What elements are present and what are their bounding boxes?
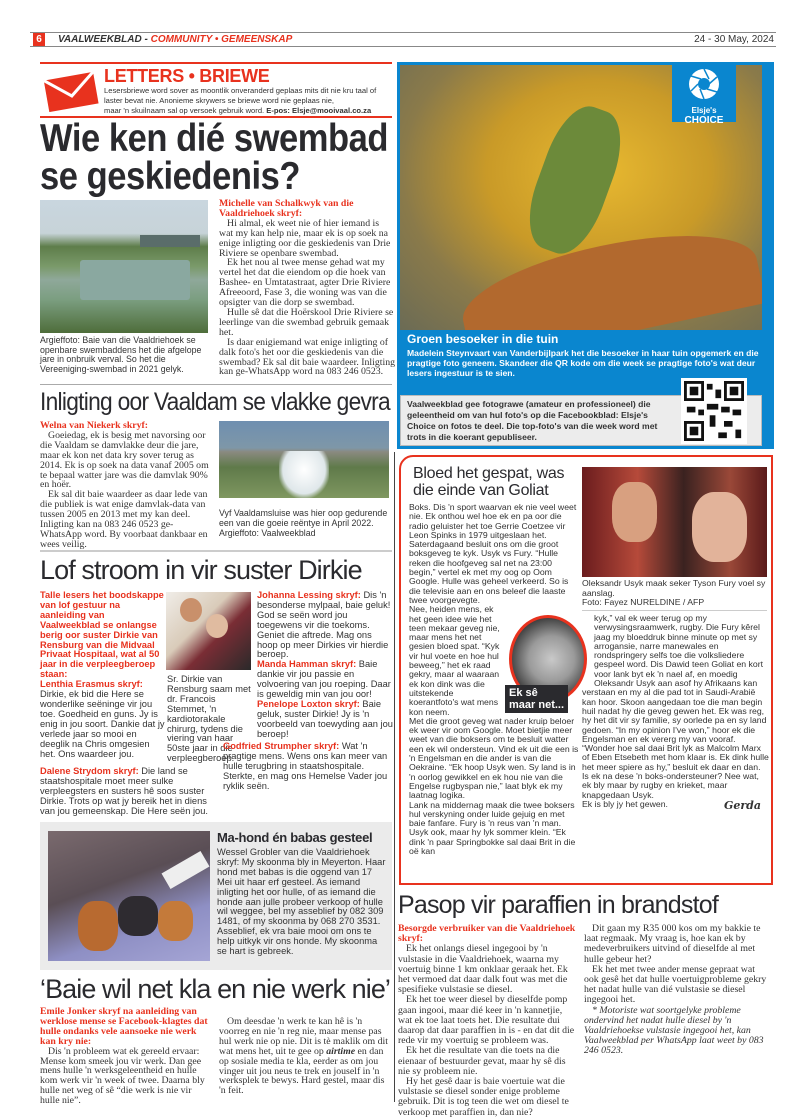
vaaldam-sluices-photo [219, 421, 389, 498]
editor-note: * Motoriste wat soortgelyke probleme ondervind het nadat hulle diesel by 'n Vaaldriehoekse vulstasie ingegooi het, kan Vaalweekblad per WhatsApp laat weet by 083 246 0523. [584, 1004, 764, 1057]
divider [40, 550, 392, 552]
dog-title: Ma-hond én babas gesteel [217, 830, 373, 845]
boxing-caption: Oleksandr Usyk maak seker Tyson Fury voel sy aanslag. [582, 578, 766, 598]
letter-paragraph: Ek het nou al twee mense gehad wat my vertel het dat die eiendom op die hoek van Bashee- en Umtatastraat, agter Drie Riviere Afreeoord, Fase 3, die woning was van die opsigter van die dorp se swembad. [219, 257, 391, 309]
letter-author: Welna van Niekerk skryf: [40, 420, 149, 431]
letter-author: Michelle van Schalkwyk van die Vaaldriehoek skryf: [219, 198, 354, 219]
dirkie-headline: Lof stroom in vir suster Dirkie [40, 555, 362, 585]
letter-paragraph: Ek sal dit baie waardeer as daar lede van die publiek is wat enige damvlak-data van tussen 2005 en 2013 met my kan deel. Inligting kan na 083 246 0523 ge-WhatsApp word. By voorbaat dankbaar en wees veilig. [40, 489, 208, 550]
dirkie-intro: Talle lesers het boodskappe van lof gestuur na aanleiding van Vaalweekblad se onlangse berig oor suster Dirkie van Rensburg van die Midvaal Privaat Hospitaal, wat al 50 jaar in die verpleegberoep staan: [40, 590, 164, 680]
letter-paragraph: Is daar enigiemand wat enige inligting of dalk foto's het oor die geskiedenis van die swembad? Ek sal dit baie waardeer. Inligting kan ge-WhatsApp word na 083 246 0523. [219, 336, 396, 378]
page-header [30, 32, 776, 47]
message-author: Penelope Loxton skryf: [257, 698, 360, 709]
column-paragraph: Lank na middernag maak die twee boksers hul verskyning onder luide gejuig en met baie fanfare. Fury is 'n reus van 'n man. Usyk ook, maar hy lyk sommer klein. “Ek dink 'n paar Springbokke sal daai Brit in die oë kan [409, 799, 576, 856]
werk-col2 [219, 1017, 391, 1096]
elsjes-choice-box [397, 62, 774, 449]
message-author: Lenthia Erasmus skryf: [40, 679, 143, 690]
message-text: Baie geluk, suster Dirkie! Jy is 'n voorbeeld van toewyding aan jou beroep! [257, 698, 393, 739]
elsjes-choice-logo [672, 64, 736, 126]
text-run: en dan op sosiale media te kla, eerder as om jou vinger uit jou neus te trek en jouself in 'n werksplek te bewys. Hard gestel, maar dis 'n feit. [219, 1045, 385, 1097]
column-paragraph: Nee, heiden mens, ek het geen idee wie het teen mekaar geveg nie, maar mens het net gesien bloed spat. “Kyk vir hul voete en hoe hul beweeg,” het ek raad gekry, maar al waaraan ek kon dink was die uitstekende koerantfoto's wat mens kon neem. [409, 604, 500, 717]
boxing-credit: Foto: Fayez NURELDINE / AFP [582, 597, 705, 607]
elsje-body: Madelein Steynvaart van Vanderbijlpark het die besoeker in haar tuin opgemerk en die pragtige foto geneem. Skandeer die QR kode om die week se pragtige foto's wat deur lesers ingestuur is te sien. [407, 348, 759, 379]
paraffien-col1 [398, 924, 576, 1118]
vaaldam-headline: Inligting oor Vaaldam se vlakke gevra [40, 388, 390, 416]
logo-text: Elsje's [691, 106, 717, 115]
letter-paragraph: Ek het toe weer diesel by dieselfde pomp gaan ingooi, maar dié keer in 'n kannetjie, wat ek toe laat toets het. Die resultate dui daarop dat daar paraffien in is - en dat dit die rede vir my voertuig se probleem was. [398, 994, 575, 1047]
letter-paragraph: Ek het onlangs diesel ingegooi by 'n vulstasie in die Vaaldriehoek, waarna my voertuig binne 1 km onklaar geraak het. Ek het vermoed dat daar dalk fout was met die spesifieke vulstasie se diesel. [398, 943, 568, 996]
boxing-headline: Bloed het gespat, was die einde van Goliat [413, 465, 565, 499]
policy-line: laster bevat nie. Anonieme skrywers se briewe word nie geplaas nie, [104, 96, 335, 105]
letter-paragraph: Ek het met twee ander mense gepraat wat ook gesê het dat hulle voertuigprobleme gekry het nadat hulle van dié vulstasie se diesel ingegooi het. [584, 963, 767, 1006]
camera-aperture-icon [687, 67, 721, 101]
column-paragraph: kyk,” val ek weer terug op my verwysingsraamwerk, rugby. Die Fury kêrel jaag my bloeddruk binne minute op met sy arrogansie, narre manewales en rondspringery selfs toe die volksliedere gespeel word. Dis Dawid teen Goliat en kort voor lank byt ek 'n nael af, en moedig Oleksandr Usyk aan asof hy Afrikaans kan verstaan en my al die pad tot in Saudi-Arabië kan hoor. Skoon aangedaan toe die man begin huil nadat hy die geveg gewen het. Ek was reg, hy het dit vir sy familie, sy oorlede pa en sy land gedoen. “In my opinion I've won,” hoor ek die Engelsman en ek vererg my van vooraf. “Wonder hoe sal daai Brit lyk as Malcolm Marx of Eben Etsebeth met hom klaar is. Ek dink hulle het meer spiere as hy,” besluit ek daar en dan. [582, 613, 769, 772]
dirkie-caption: Sr. Dirkie van Rensburg saam met dr. Francois Stemmet, 'n kardiotorakale chirurg, tydens die viering van haar 50ste jaar in die verpleegberoep. [167, 674, 251, 764]
section-name: COMMUNITY • GEMEENSKAP [150, 34, 293, 45]
dirkie-col2 [40, 767, 218, 817]
letters-policy [104, 86, 392, 116]
elsje-info: Vaalweekblad gee fotograwe (amateur en professioneel) die geleentheid om van hul foto's op die Facebookblad: Elsje's Choice on fotos te deel. Die top-foto's van die week word met trots in die koerant gepubliseer. [407, 399, 658, 442]
dog-with-puppies-photo [48, 831, 210, 961]
header-section [58, 33, 292, 46]
vaaldam-caption: Vyf Vaaldamsluise was hier oop gedurende een van die goeie reëntye in April 2022. Argieffoto: Vaalweekblad [219, 508, 388, 538]
dirkie-col4 [223, 742, 394, 792]
message-text: Baie dankie vir jou passie en volvoering van jou roeping. Daar is geweldig min van jou oor! [257, 659, 391, 700]
dog-body: Wessel Grobler van die Vaaldriehoek skryf: My skoonma bly in Meyerton. Haar hond met babas is die oggend van 17 Mei uit haar erf gesteel. As iemand inligting het oor hulle, of as iemand die honde aan julle probeer verkoop of hulle wil weggee, bel my asseblief by 082 309 1481, of my skoonma by 068 270 3531. Asseblief, ek vra baie mooi om ons te help uitkyk vir ons honde. My skoonma se hart is gebreek. [217, 847, 386, 957]
column-paragraph: Ek is bly jy het gewen. [582, 798, 668, 809]
letter-paragraph: Ek het die resultate van die toets na die eienaar of bestuurder gevat, maar hy sê dis nie sy probleem nie. [398, 1045, 566, 1077]
page-number: 6 [33, 33, 45, 46]
text-run: Om deesdae 'n werk te kan hê is 'n voorreg en nie 'n reg nie, maar mense pas hul werk nie op nie. Dit is tè maklik om dit wat mens het, uit te gee op [219, 1016, 388, 1057]
boxing-column-box [399, 455, 773, 885]
message-text: Die land se staatshospitale moet meer sulke verpleegsters en susters hê soos suster Dirkie. Trots op wat jy bereik het in diens van jou gemeenskap. Die Here seën jou. [40, 766, 208, 816]
letter-paragraph: Goeiedag, ek is besig met navorsing oor die Vaaldam se damvlakke deur die jare, maar ek kon net data kry sover terug as 2014. Ek is op soek na data vanaf 2005 om te bepaal watter jare was die damvlak 90% en hoër. [40, 429, 209, 491]
email-label: E-pos: [266, 106, 290, 115]
werk-headline: ‘Baie wil net kla en nie werk nie’ [40, 974, 390, 1004]
letter-paragraph: Hi almal, ek weet nie of hier iemand is wat my kan help nie, maar ek is op soek na enige inligting oor die geskiedenis van Drie Riviere se openbare swembad. [219, 217, 391, 259]
letter-paragraph [219, 1017, 391, 1096]
letter-paragraph: Dis 'n probleem wat ek gereeld ervaar: Mense kom smeek jou vir werk. Dan gee mens hulle 'n werksgeleentheid en hulle kom werk vir 'n week of twee. Daarna bly hulle net weg of sê “die werk is nie vir hulle nie”. [40, 1045, 205, 1107]
columnist-signature: Gerda [723, 798, 761, 812]
divider [582, 610, 767, 611]
elsje-title: Groen besoeker in die tuin [407, 332, 559, 346]
dirkie-col3 [257, 591, 394, 740]
letter-paragraph: Dit gaan my R35 000 kos om my bakkie te laat regmaak. My vraag is, hoe kan ek by medeverbruikers uitvind of dieselfde al met hulle gebeur het? [584, 923, 761, 965]
column-label-line: maar net... [509, 699, 565, 711]
divider [40, 384, 392, 385]
message-text: Dis 'n besonderse mylpaal, baie geluk! God se seën word jou toegewens vir die toekoms. Geniet die aftrede. Mag ons hoop op meer Dirkies vir hierdie beroep. [257, 590, 391, 660]
policy-line: Lesersbriewe word sover as moontlik onveranderd geplaas mits dit nie kru taal of [104, 86, 377, 95]
dirkie-col1 [40, 591, 165, 759]
swembad-headline [40, 117, 388, 198]
logo-text: CHOICE [684, 115, 724, 126]
letter-paragraph: Hy het gesê daar is baie voertuie wat die vulstasie se diesel sonder enige probleme gebruik. Dit is tog teen die wet om diesel te verkoop met paraffien in, dan nie? [398, 1076, 569, 1118]
letter-author: Besorgde verbruiker van die Vaaldriehoek skryf: [398, 923, 576, 945]
column-paragraph: Met die groot geveg wat nader kruip beloer ek weer vir oom Google. Moet bietjie meer weet van die boksers om te besluit watter een ek wil ondersteun. Vind ek uit die een is 'n Engelsman en die ander is van die Oekraine. “Ek hoop Usyk wen. Sy land is in 'n oorlog gewikkel en ek hou nie van die Engelse rugbyspan nie,” laat blyk ek my laatnag logika. [409, 715, 579, 801]
emphasis: airtime [326, 1045, 356, 1057]
boxing-col2 [582, 614, 769, 811]
dog-box [40, 822, 392, 970]
column-label-line: Ek sê [509, 687, 538, 699]
email-link[interactable]: Elsje@mooivaal.co.za [292, 106, 372, 115]
swembad-letter [219, 199, 395, 377]
paper-name: VAALWEEKBLAD - [58, 34, 151, 45]
vaaldam-letter [40, 421, 214, 550]
headline-line: Wie ken dié swembad [40, 117, 388, 160]
issue-date: 24 - 30 May, 2024 [694, 34, 774, 45]
message-author: Dalene Strydom skryf: [40, 766, 139, 776]
letters-title: LETTERS • BRIEWE [104, 66, 270, 86]
swembad-caption: Argieffoto: Baie van die Vaaldriehoek se openbare swembaddens het die afgelope jare in onbruik verval. So het die Vereeniging-swembad in 2021 gelyk. [40, 335, 202, 374]
message-text: Dirkie, ek bid die Here se wonderlike seëninge vir jou toe. Goedheid en guns. Jy is enig in jou soort. Dankie dat jy verlede jaar so mooi en deeglik na Chris omgesien het. Ons waardeer jou. [40, 689, 165, 759]
qr-code[interactable] [681, 378, 747, 444]
paraffien-headline: Pasop vir paraffien in brandstof [398, 891, 718, 919]
letters-banner [40, 62, 392, 118]
column-paragraph: Is ek na dese 'n boks-ondersteuner? Nee wat, ek bly maar by rugby en krieket, maar knapgedaan Usyk. [582, 771, 759, 800]
columnist-label [505, 685, 568, 713]
policy-line: maar 'n skuilnaam sal op versoek gebruik word. [104, 106, 265, 115]
message-text: Wat 'n pragtige mens. Wens ons kan meer van hulle terugbring in staatshospitale. Sterkte, en mag ons Hemelse Vader jou ryklik seën. [223, 741, 388, 791]
column-rule [394, 452, 395, 1102]
swimming-pool-photo [40, 200, 208, 333]
message-author: Johanna Lessing skryf: [257, 590, 361, 600]
message-author: Godfried Strumpher skryf: [223, 741, 340, 751]
boxing-photo [582, 467, 767, 577]
portrait-wrap-spacer [582, 614, 594, 688]
letter-paragraph: Hulle sê dat die Hoërskool Drie Riviere se leerlinge van die swembad gebruik gemaak het. [219, 306, 394, 338]
column-paragraph: Boks. Dis 'n sport waarvan ek nie veel weet nie. Ek onthou wel hoe ek en pa oor die radio geluister het toe Gerrie Coetzee vir Leon Spinks in 1979 uitgeslaan het. Saterdagaand besluit ons om die groot boksgeveg te kyk. Usyk vs Fury. “Hulle reken die hoofgeveg sal net na 23:00 begin,” vertel ek met my oog op Oom Google. Hulle was geheel verkeerd. So is die televisie aan en ons beleef die laaste twee voorgevegte. [409, 502, 577, 605]
dirkie-photo [166, 592, 251, 670]
werk-col1 [40, 1007, 212, 1106]
paraffien-col2 [584, 924, 770, 1057]
message-author: Manda Hamman skryf: [257, 659, 357, 670]
headline-line: se geskiedenis? [40, 155, 300, 198]
letter-author: Emile Jonker skryf na aanleiding van werklose mense se Facebook-klagtes dat hulle ondanks vele aansoeke nie werk kan kry nie: [40, 1006, 208, 1047]
envelope-icon [42, 70, 100, 112]
